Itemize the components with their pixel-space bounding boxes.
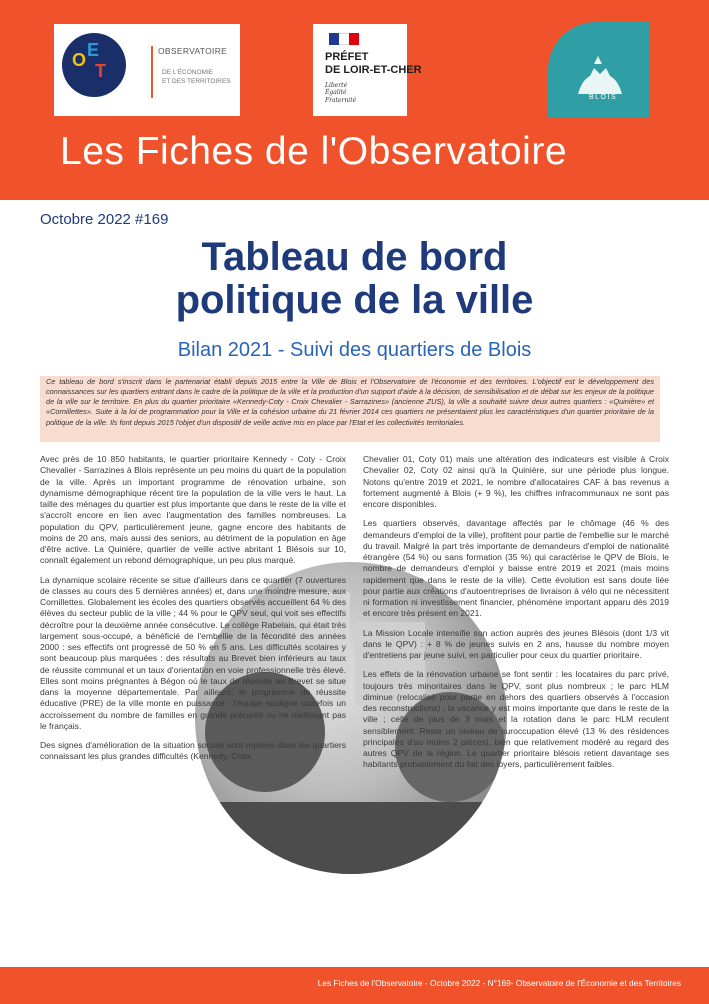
- paragraph: Avec près de 10 850 habitants, le quartier prioritaire Kennedy - Coty - Croix Chevalier - Sarrazines à Blois représente un peu moins du quart de la population de la ville. Après un important programme de rénovation urbaine, son dynamisme démographique récent tire la population de la ville vers le haut. La taille des ménages du quartier est plus importante que dans le reste de la ville et s'accroît encore en lien avec l'augmentation des familles nombreuses. La population du QPV, particulièrement jeune, gagne encore des habitants de moins de 20 ans, mais aussi des seniors, au détriment de la population en âge d'être active. La Quinière, quartier de veille active abritant 1 Blésois sur 10, connaît également un rebond démographique, un peu plus marqué.: [40, 454, 346, 566]
- prefet-title: [325, 51, 422, 77]
- oet-letter-o: O: [72, 50, 87, 70]
- title-line-2: politique de la ville: [175, 278, 534, 322]
- document-title: [0, 236, 709, 322]
- title-line-1: Tableau de bord: [201, 235, 508, 279]
- left-column: [40, 454, 346, 771]
- motto-egalite: Égalité: [325, 89, 347, 97]
- series-title: Les Fiches de l'Observatoire: [60, 130, 568, 173]
- paragraph: Les quartiers observés, davantage affectés par le chômage (46 % des demandeurs d'emploi de la ville), profitent pour partie de l'embellie sur le marché du travail. Malgré la part très importante de demandeurs d'emploi de nationalité étrangère (54 %) ou sans formation (35 %) qui caractérise le QPV de Blois, le nombre de demandeurs d'emploi y baisse entre 2019 et 2021 (mais moins rapidement que dans le reste de la ville). Cette évolution est sans doute liée pour partie aux créations d'autoentreprises de livraison à vélo qui ne nécessitent ni formation ni investissement financier, phénomène important apparu dès 2019 et encore très présent en 2021.: [363, 518, 669, 619]
- oet-letter-e: E: [87, 40, 100, 60]
- blois-logo: [548, 22, 649, 118]
- blois-crest-icon: [548, 22, 649, 118]
- observatoire-line1: DE L'ÉCONOMIE: [162, 69, 214, 76]
- photo-crowd: [195, 802, 507, 874]
- prefet-line2: DE LOIR-ET-CHER: [325, 64, 422, 76]
- header-banner: [0, 0, 709, 200]
- oet-logo-circle: [62, 33, 126, 97]
- observatoire-divider: [151, 46, 153, 98]
- right-column: [363, 454, 669, 779]
- intro-box: Ce tableau de bord s'inscrit dans le partenariat établi depuis 2015 entre la Ville de Blois et l'Observatoire de l'économie et des territoires. L'objectif est le développement des connaissances sur les quartiers entrant dans le cadre de la politique de la ville et la production d'un support d'aide à la décision, de sensibilisation et de débat sur les enjeux de la politique de la ville sur le territoire. En plus du quartier prioritaire «Kennedy-Coty - Croix Chevalier - Sarrazines» (ancienne ZUS), la ville a souhaité suivre deux autres quartiers : «Quinière» et «Cornillettes». Suite à la loi de programmation pour la Ville et la cohésion urbaine du 21 février 2014 ces quartiers ne présentaient plus les caractéristiques d'un quartier prioritaire de la politique de la ville. Ils font depuis 2015 l'objet d'un dispositif de veille active mis en place par l'Etat et les collectivités territoriales.: [40, 376, 660, 442]
- footer-band: [0, 967, 709, 1004]
- paragraph: Des signes d'amélioration de la situation sociale sont repérés dans les quartiers connaissant les plus grandes difficultés (Kennedy, Croix: [40, 740, 346, 762]
- footer-text: Les Fiches de l'Observatoire - Octobre 2022 - N°169- Observatoire de l'Économie et des Territoires: [317, 978, 681, 988]
- issue-date: Octobre 2022 #169: [40, 211, 169, 228]
- motto-fraternite: Fraternité: [325, 96, 357, 104]
- prefet-motto: [325, 82, 356, 104]
- paragraph: La Mission Locale intensifie son action auprès des jeunes Blésois (dont 1/3 vit dans le QPV) : + 8 % de jeunes suivis en 2 ans, hausse du nombre moyen d'entretiens par jeune suivi, en particulier pour ceux du quartier prioritaire.: [363, 627, 669, 660]
- motto-liberte: Liberté: [325, 82, 348, 89]
- prefet-line1: PRÉFET: [325, 51, 369, 63]
- paragraph: Les effets de la rénovation urbaine se font sentir : les locataires du parc privé, toujours très minoritaires dans le QPV, sont plus nombreux ; le parc HLM diminue (relocalisé pour partie en dehors des quartiers observés à l'occasion des reconstructions) ; la vacance y est moins importante que dans le reste de la ville ; celle de plus de 3 mois et la rotation dans le parc HLM reculent sensiblement. Reste un niveau de suroccupation élevé (13 % des résidences principales d'au moins 2 pièces), bien que relativement modéré au regard des autres QPV de la région. Le quartier prioritaire blésois retient davantage ses habitants probablement du fait des loyers, particulièrement faibles.: [363, 669, 669, 770]
- paragraph: La dynamique scolaire récente se situe d'ailleurs dans ce quartier (7 ouvertures de classes au cours des 5 dernières années) et, dans une moindre mesure, aux Cornillettes. Globalement les écoles des quartiers observés accueillent 64 % des élèves du secteur public de la ville ; 44 % pour le QPV seul, qui voit ses effectifs décroître pour la deuxième année consécutive. Le collège Rabelais, qui était très largement sous-occupé, a bénéficié de l'embellie de la fécondité des années 2000 : ses effectifs ont progressé de 50 % en 5 ans. Les difficultés scolaires y sont beaucoup plus marquées : des résultats au Brevet bien inférieurs au taux de réussite communal et un taux d'orientation en voie professionnelle très élevé. Elles sont moins prégnantes à Bégon où le taux de réussite au Brevet se situe dans la moyenne départementale. Par ailleurs, le programme de réussite éducative (PRE) de la ville monte en puissance ; l'équipe souligne toutefois un accroissement du nombre de familles en grande précarité ou ne maîtrisant pas le français.: [40, 574, 346, 731]
- observatoire-line2: ET DES TERRITOIRES: [162, 78, 231, 85]
- document-subtitle: Bilan 2021 - Suivi des quartiers de Blois: [177, 339, 532, 361]
- blois-label: BLOIS: [589, 94, 618, 101]
- marianne-flag-icon: [329, 33, 359, 45]
- oet-letter-t: T: [95, 61, 106, 81]
- observatoire-name: OBSERVATOIRE: [158, 46, 228, 56]
- paragraph: Chevalier 01, Coty 01) mais une altération des indicateurs est visible à Croix Chevalier 02, Coty 02 ainsi qu'à la Quinière, sur une période plus longue. Notons qu'entre 2019 et 2021, le nombre d'allocataires CAF à bas revenus a fortement augmenté à Blois (+ 9 %), les chiffres infracommunaux ne sont pas encore disponibles.: [363, 454, 669, 509]
